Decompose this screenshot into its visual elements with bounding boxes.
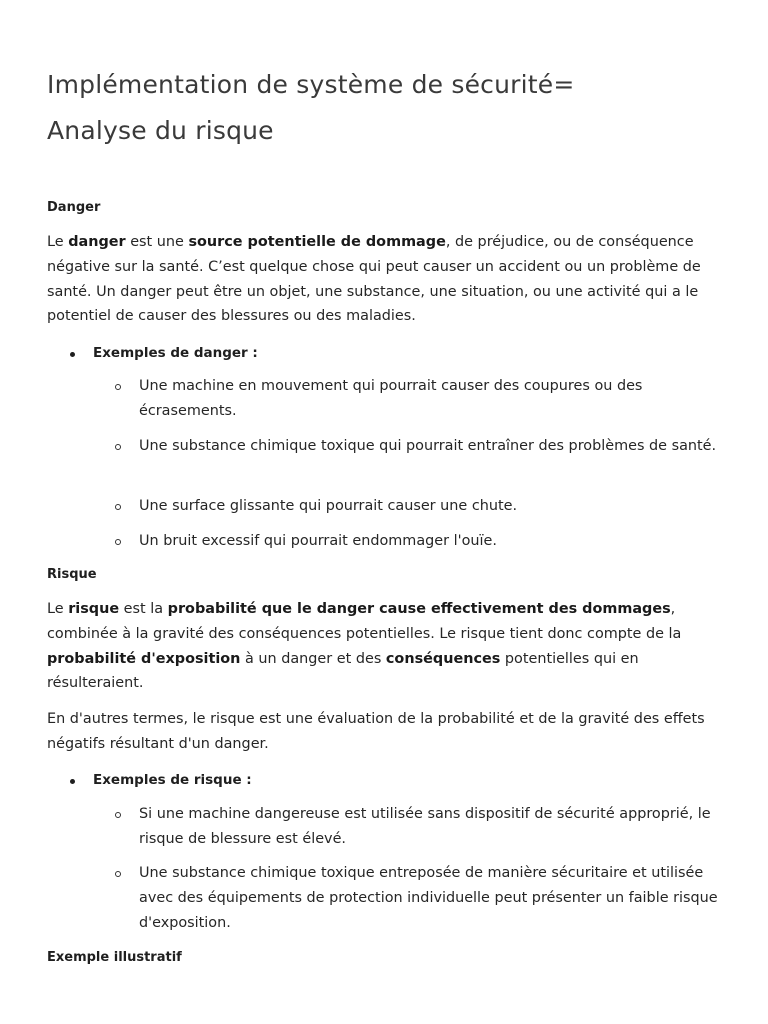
text-run: , combinée à la gravité des conséquences potentielles. Le risque tient donc compte de la	[47, 601, 682, 642]
sub-list-item-text: Une substance chimique toxique qui pourrait entraîner des problèmes de santé.	[139, 438, 717, 454]
danger-definition-paragraph	[47, 230, 737, 329]
sub-list-item	[115, 802, 730, 852]
hollow-circle-bullet-icon	[115, 871, 121, 877]
hollow-circle-bullet-icon	[115, 384, 121, 390]
bold-term: danger	[68, 234, 126, 250]
bold-term: probabilité que le danger cause effectivement des dommages	[167, 601, 671, 617]
section-heading-risque: Risque	[47, 567, 97, 582]
sub-list-item	[115, 434, 730, 459]
sub-list-item-text: Une substance chimique toxique entreposée de manière sécuritaire et utilisée avec des équipements de protection individuelle peut présenter un faible risque d'exposition.	[139, 865, 718, 931]
bullet-dot-icon	[70, 779, 75, 784]
text-run: potentielles qui en résulteraient.	[47, 650, 639, 692]
hollow-circle-bullet-icon	[115, 812, 121, 818]
bullet-label: Exemples de risque :	[93, 772, 252, 788]
section-heading-exemple-illustratif: Exemple illustratif	[47, 950, 182, 965]
page-title-line1: Implémentation de système de sécurité=	[47, 70, 575, 99]
sub-list-item	[115, 861, 730, 935]
sub-list-item-text: Un bruit excessif qui pourrait endommager l'ouïe.	[139, 533, 497, 549]
hollow-circle-bullet-icon	[115, 504, 121, 510]
hollow-circle-bullet-icon	[115, 539, 121, 545]
bold-term: conséquences	[385, 650, 501, 667]
risque-definition-paragraph	[47, 597, 737, 696]
risque-summary-paragraph: En d'autres termes, le risque est une évaluation de la probabilité et de la gravité des effets négatifs résultant d'un danger.	[47, 711, 705, 752]
bold-term: source potentielle de dommage	[188, 234, 446, 250]
bullet-label: Exemples de danger :	[93, 345, 258, 361]
bullet-dot-icon	[70, 352, 75, 357]
sub-list-item	[115, 374, 730, 424]
text-run: est la	[119, 601, 168, 617]
sub-list-item-text: Une surface glissante qui pourrait causer une chute.	[139, 498, 518, 514]
text-run: Le	[47, 234, 69, 250]
sub-list-item-text: Si une machine dangereuse est utilisée sans dispositif de sécurité approprié, le risque de blessure est élevé.	[139, 806, 711, 847]
page-title-line2: Analyse du risque	[47, 116, 274, 145]
sub-list-item	[115, 529, 730, 554]
hollow-circle-bullet-icon	[115, 444, 121, 450]
bold-term: risque	[68, 601, 120, 617]
text-run: , de préjudice, ou de conséquence négative sur la santé. C’est quelque chose qui peut causer un accident ou un problème de santé. Un danger peut être un objet, une substance, une situation, ou une activité qui a le potentiel de causer des blessures ou des maladies.	[47, 234, 701, 325]
text-run: est une	[125, 234, 189, 250]
sub-list-item-text: Une machine en mouvement qui pourrait causer des coupures ou des écrasements.	[139, 378, 643, 419]
text-run: Le	[47, 601, 69, 617]
sub-list-item	[115, 494, 730, 519]
bold-term: probabilité d'exposition	[47, 650, 241, 667]
text-run: à un danger et des	[240, 650, 386, 667]
section-heading-danger: Danger	[47, 200, 101, 215]
